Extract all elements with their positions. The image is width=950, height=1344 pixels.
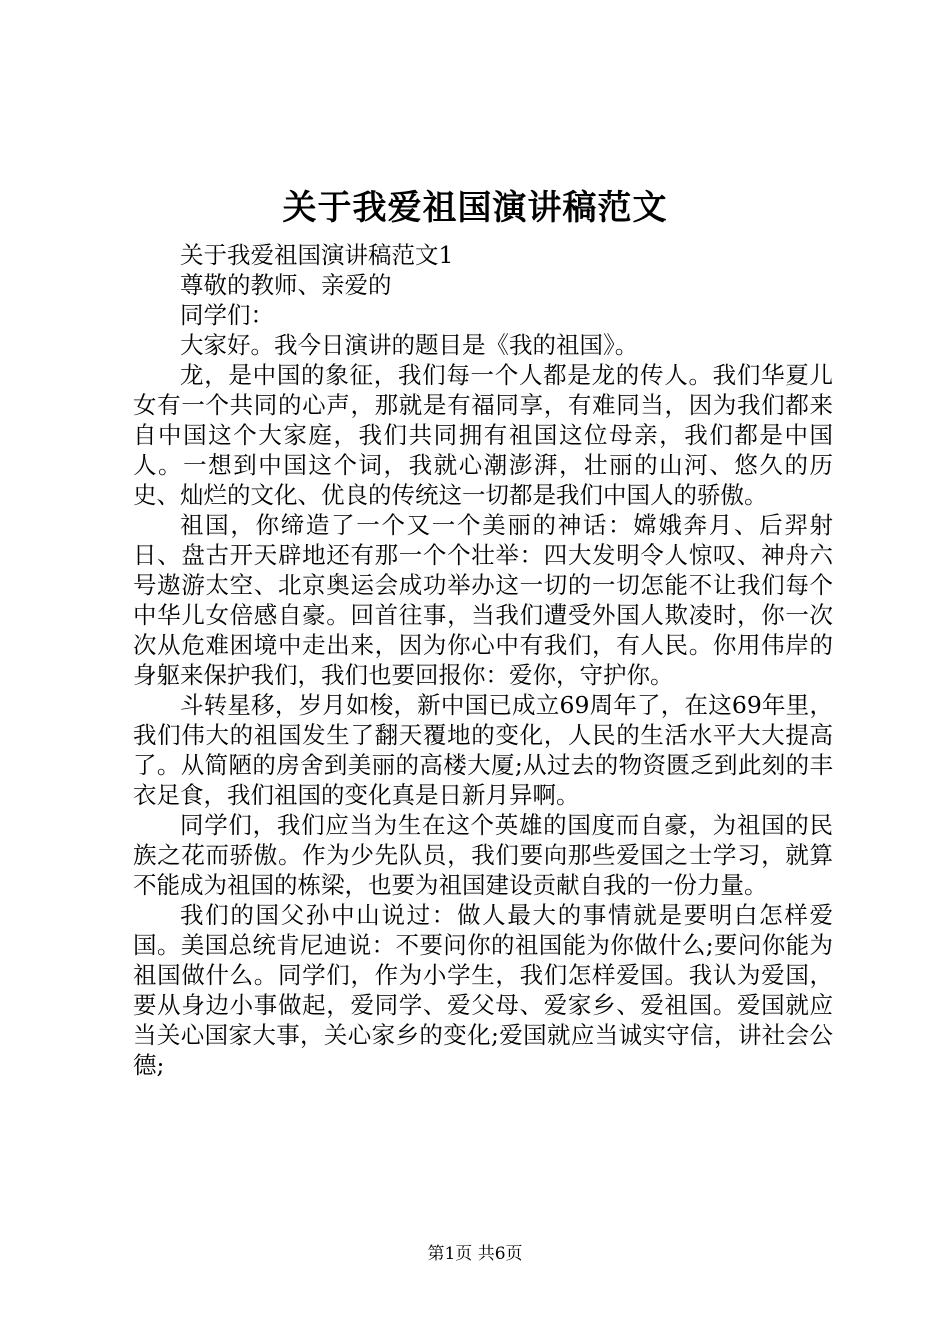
paragraph-1: 大家好。我今日演讲的题目是《我的祖国》。 [180,331,639,359]
greeting-line-2: 同学们： [180,301,274,329]
greeting-line-1: 尊敬的教师、亲爱的 [180,271,392,299]
document-body [133,240,833,1080]
paragraph-4: 斗转星移，岁月如梭，新中国已成立69周年了，在这69年里，我们伟大的祖国发生了翻天覆地的变化，人民的生活水平大大提高了。从简陋的房舍到美丽的高楼大厦;从过去的物资匮乏到此刻的丰衣足食，我们祖国的变化真是日新月异啊。 [133,691,833,809]
page-footer: 第1页 共6页 [427,1244,523,1264]
paragraph-6: 我们的国父孙中山说过：做人最大的事情就是要明白怎样爱国。美国总统肯尼迪说：不要问你的祖国能为你做什么;要问你能为祖国做什么。同学们，作为小学生，我们怎样爱国。我认为爱国，要从身边小事做起，爱同学、爱父母、爱家乡、爱祖国。爱国就应当关心国家大事，关心家乡的变化;爱国就应当诚实守信，讲社会公德; [133,901,833,1079]
paragraph-2: 龙，是中国的象征，我们每一个人都是龙的传人。我们华夏儿女有一个共同的心声，那就是有福同享，有难同当，因为我们都来自中国这个大家庭，我们共同拥有祖国这位母亲，我们都是中国人。一想到中国这个词，我就心潮澎湃，壮丽的山河、悠久的历史、灿烂的文化、优良的传统这一切都是我们中国人的骄傲。 [133,361,833,509]
paragraph-5: 同学们，我们应当为生在这个英雄的国度而自豪，为祖国的民族之花而骄傲。作为少先队员，我们要向那些爱国之士学习，就算不能成为祖国的栋梁，也要为祖国建设贡献自我的一份力量。 [133,811,833,899]
document-title: 关于我爱祖国演讲稿范文 [282,188,668,228]
paragraph-3: 祖国，你缔造了一个又一个美丽的神话：嫦娥奔月、后羿射日、盘古开天辟地还有那一个个壮举：四大发明令人惊叹、神舟六号遨游太空、北京奥运会成功举办这一切的一切怎能不让我们每个中华儿女倍感自豪。回首往事，当我们遭受外国人欺凌时，你一次次从危难困境中走出来，因为你心中有我们，有人民。你用伟岸的身躯来保护我们，我们也要回报你：爱你，守护你。 [133,511,833,689]
document-subtitle: 关于我爱祖国演讲稿范文1 [180,241,454,269]
